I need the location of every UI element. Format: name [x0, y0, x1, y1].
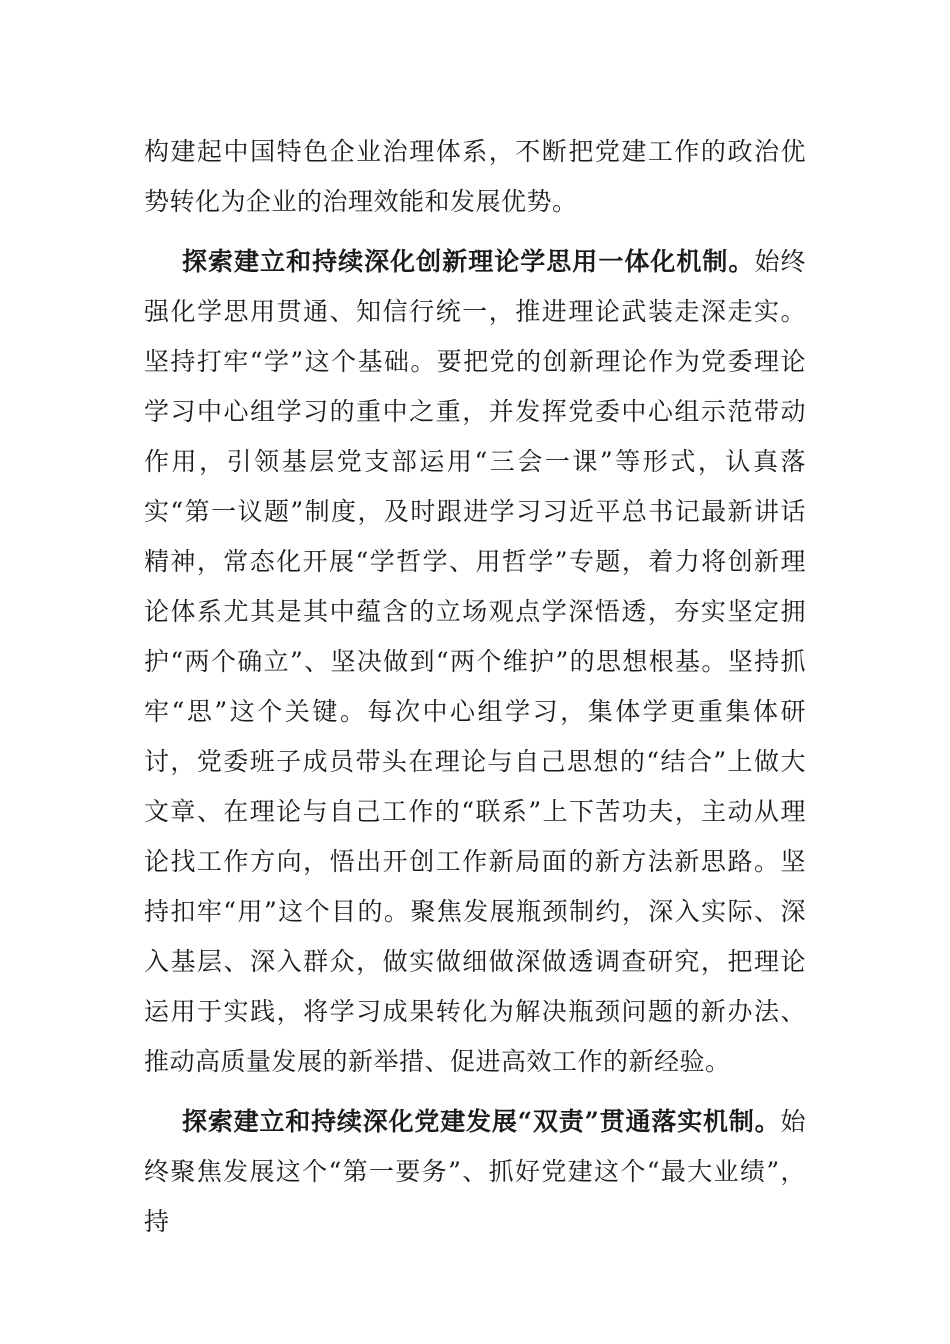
- paragraph-3: [144, 1097, 806, 1247]
- paragraph-2: [144, 237, 806, 1087]
- paragraph-3-body: 始终聚焦发展这个“第一要务”、抓好党建这个“最大业绩”，持: [144, 1107, 806, 1236]
- paragraph-1: [144, 127, 806, 227]
- paragraph-3-heading: 探索建立和持续深化党建发展“双责”贯通落实机制。: [182, 1107, 781, 1136]
- paragraph-2-heading: 探索建立和持续深化创新理论学思用一体化机制。: [182, 247, 755, 276]
- paragraph-1-text: [144, 127, 806, 227]
- paragraph-2-body: 始终强化学思用贯通、知信行统一，推进理论武装走深走实。坚持打牢“学”这个基础。要把党的创新理论作为党委理论学习中心组学习的重中之重，并发挥党委中心组示范带动作用，引领基层党支部运用“三会一课”等形式，认真落实“第一议题”制度，及时跟进学习习近平总书记最新讲话精神，常态化开展“学哲学、用哲学”专题，着力将创新理论体系尤其是其中蕴含的立场观点学深悟透，夯实坚定拥护“两个确立”、坚决做到“两个维护”的思想根基。坚持抓牢“思”这个关键。每次中心组学习，集体学更重集体研讨，党委班子成员带头在理论与自己思想的“结合”上做大文章、在理论与自己工作的“联系”上下苦功夫，主动从理论找工作方向，悟出开创工作新局面的新方法新思路。坚持扣牢“用”这个目的。聚焦发展瓶颈制约，深入实际、深入基层、深入群众，做实做细做深做透调查研究，把理论运用于实践，将学习成果转化为解决瓶颈问题的新办法、推动高质量发展的新举措、促进高效工作的新经验。: [144, 247, 806, 1076]
- paragraph-3-text: [144, 1097, 806, 1247]
- paragraph-2-text: [144, 237, 806, 1087]
- paragraph-1-body: 构建起中国特色企业治理体系，不断把党建工作的政治优势转化为企业的治理效能和发展优势。: [144, 137, 806, 216]
